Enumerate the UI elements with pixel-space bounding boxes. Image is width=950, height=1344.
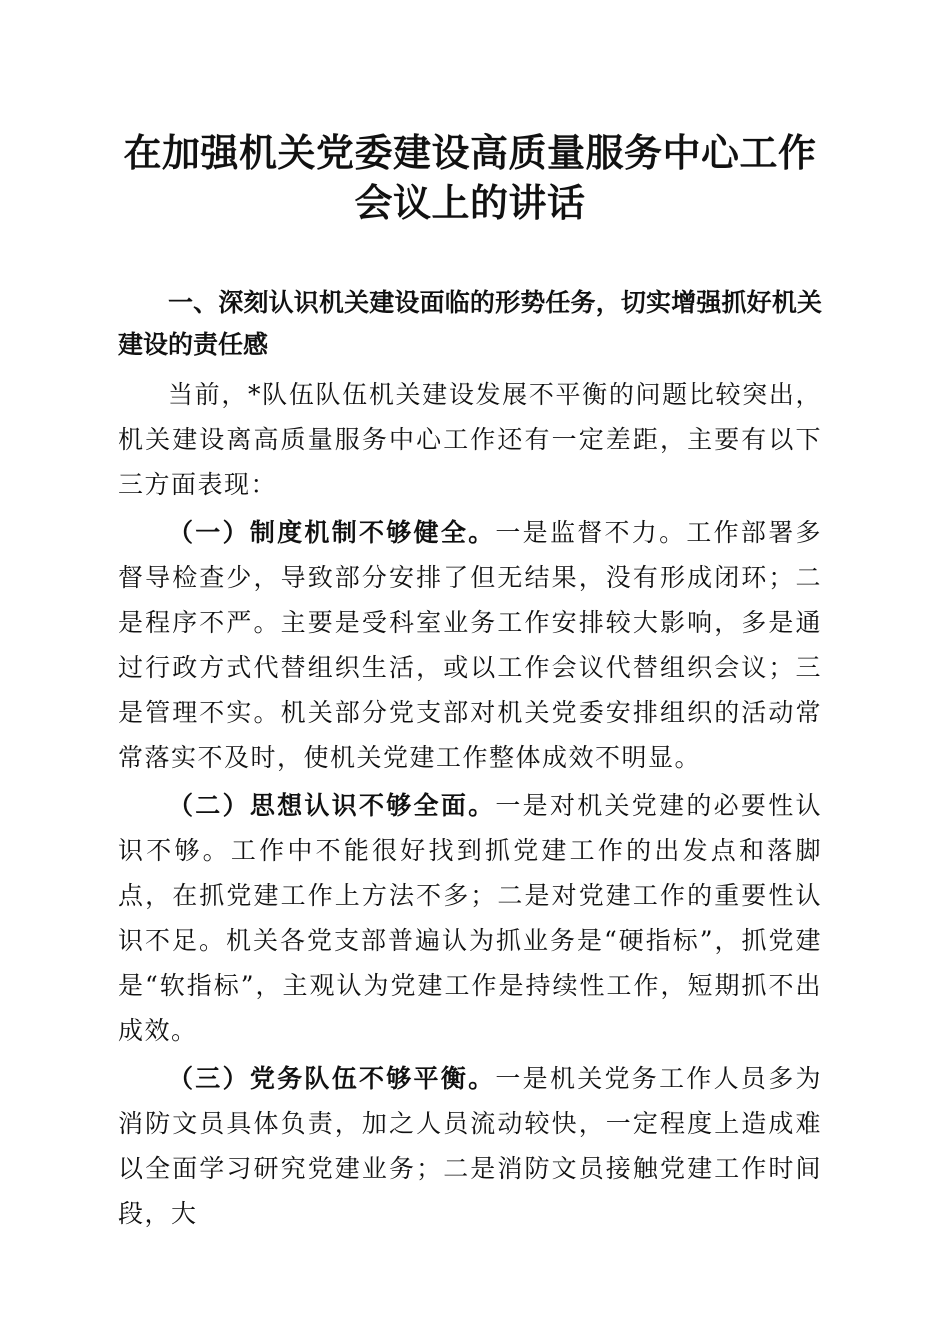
subsection-3-paragraph (118, 1056, 822, 1236)
subsection-1-paragraph (118, 510, 822, 780)
subsection-1-heading: （一）制度机制不够健全。 (168, 518, 496, 547)
section-heading: 一、深刻认识机关建设面临的形势任务，切实增强抓好机关建设的责任感 (118, 288, 822, 359)
document-page (118, 128, 822, 1236)
document-title: 在加强机关党委建设高质量服务中心工作会议上的讲话 (123, 130, 817, 225)
subsection-3-text: 一是机关党务工作人员多为消防文员具体负责，加之人员流动较快，一定程度上造成难以全面学习研究党建业务；二是消防文员接触党建工作时间段，大 (118, 1064, 822, 1228)
subsection-1-text: 一是监督不力。工作部署多督导检查少，导致部分安排了但无结果，没有形成闭环；二是程序不严。主要是受科室业务工作安排较大影响，多是通过行政方式代替组织生活，或以工作会议代替组织会议；三是管理不实。机关部分党支部对机关党委安排组织的活动常常落实不及时，使机关党建工作整体成效不明显。 (118, 518, 822, 772)
subsection-2-paragraph (118, 783, 822, 1053)
subsection-3-heading: （三）党务队伍不够平衡。 (168, 1064, 496, 1093)
subsection-2-heading: （二）思想认识不够全面。 (168, 791, 496, 820)
subsection-2-text: 一是对机关党建的必要性认识不够。工作中不能很好找到抓党建工作的出发点和落脚点，在抓党建工作上方法不多；二是对党建工作的重要性认识不足。机关各党支部普遍认为抓业务是“硬指标”，抓党建是“软指标”，主观认为党建工作是持续性工作，短期抓不出成效。 (118, 791, 822, 1045)
intro-paragraph: 当前，*队伍队伍机关建设发展不平衡的问题比较突出，机关建设离高质量服务中心工作还有一定差距，主要有以下三方面表现： (118, 380, 822, 499)
